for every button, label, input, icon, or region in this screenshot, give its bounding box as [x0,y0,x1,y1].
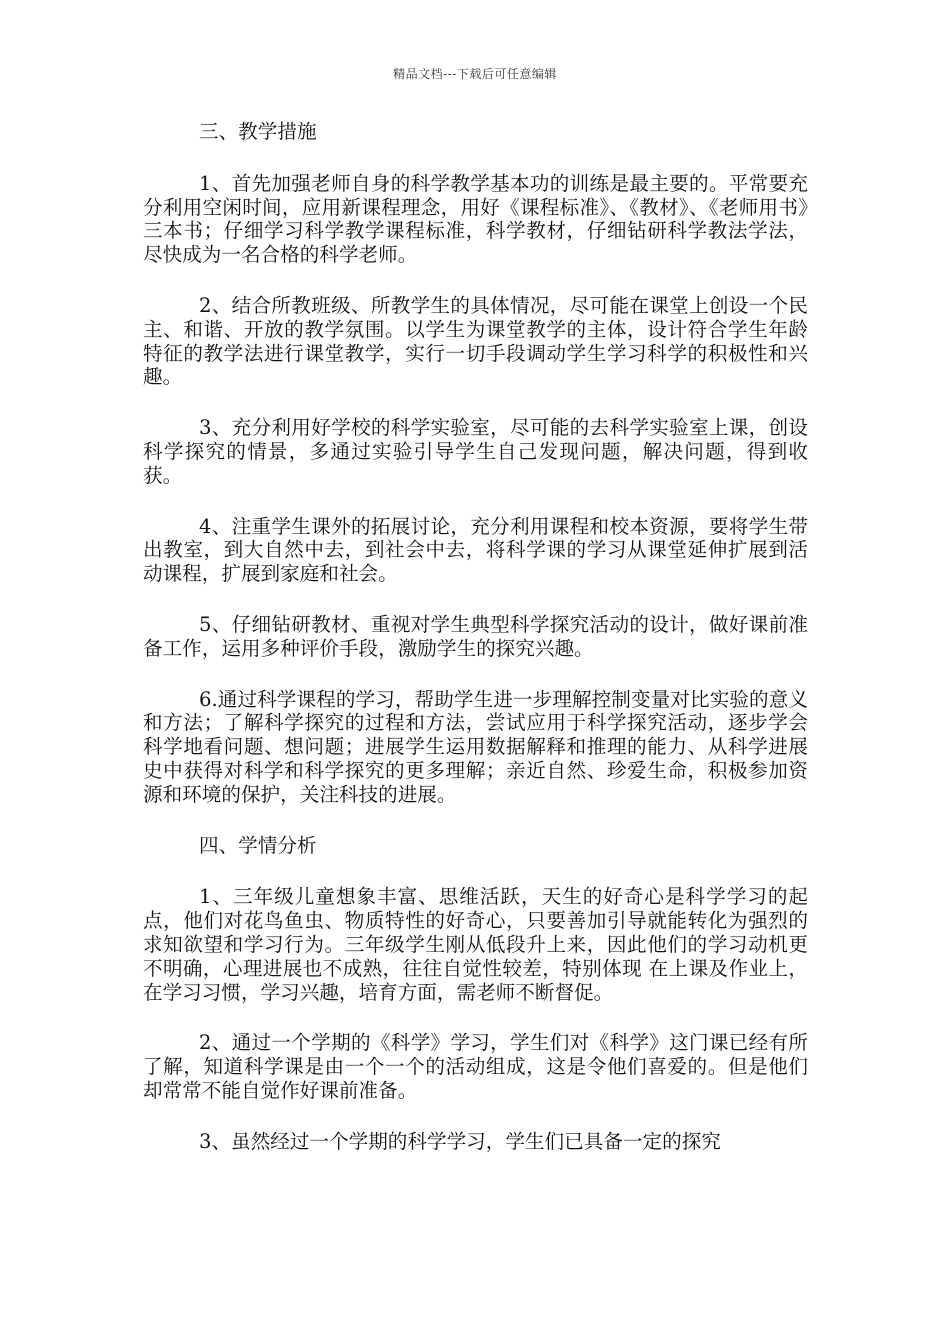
document-body [143,120,808,1154]
paragraph-measure-5: 5、仔细钻研教材、重视对学生典型科学探究活动的设计，做好课前准备工作，运用多种评价手段，激励学生的探究兴趣。 [143,612,808,660]
paragraph-measure-4: 4、注重学生课外的拓展讨论，充分利用课程和校本资源，要将学生带出教室，到大自然中去，到社会中去，将科学课的学习从课堂延伸扩展到活动课程，扩展到家庭和社会。 [143,514,808,586]
paragraph-measure-1: 1、首先加强老师自身的科学教学基本功的训练是最主要的。平常要充分利用空闲时间，应用新课程理念，用好《课程标准》、《教材》、《老师用书》三本书；仔细学习科学教学课程标准，科学教材，仔细钻研科学教法学法，尽快成为一名合格的科学老师。 [143,171,808,267]
paragraph-measure-6: 6.通过科学课程的学习，帮助学生进一步理解控制变量对比实验的意义和方法；了解科学探究的过程和方法，尝试应用于科学探究活动，逐步学会科学地看问题、想问题；进展学生运用数据解释和推理的能力、从科学进展史中获得对科学和科学探究的更多理解；亲近自然、珍爱生命，积极参加资源和环境的保护，关注科技的进展。 [143,687,808,806]
paragraph-measure-3: 3、充分利用好学校的科学实验室，尽可能的去科学实验室上课，创设科学探究的情景，多通过实验引导学生自己发现问题，解决问题，得到收获。 [143,416,808,487]
paragraph-measure-2: 2、结合所教班级、所教学生的具体情况，尽可能在课堂上创设一个民主、和谐、开放的教学氛围。以学生为课堂教学的主体，设计符合学生年龄特征的教学法进行课堂教学，实行一切手段调动学生学习科学的积极性和兴趣。 [143,293,808,389]
paragraph-analysis-3: 3、虽然经过一个学期的科学学习，学生们已具备一定的探究 [199,1129,721,1153]
paragraph-analysis-2: 2、通过一个学期的《科学》学习，学生们对《科学》这门课已经有所了解，知道科学课是由一个一个的活动组成，这是令他们喜爱的。但是他们却常常不能自觉作好课前准备。 [143,1031,808,1102]
page-header: 精品文档---下载后可任意编辑 [393,67,557,81]
paragraph-analysis-1: 1、三年级儿童想象丰富、思维活跃，天生的好奇心是科学学习的起点，他们对花鸟鱼虫、物质特性的好奇心，只要善加引导就能转化为强烈的求知欲望和学习行为。三年级学生刚从低段升上来，因此他们的学习动机更不明确，心理进展也不成熟，往往自觉性较差，特别体现 在上课及作业上，在学习习惯，学习兴趣，培育方面，需老师不断督促。 [143,885,808,1004]
section-heading-teaching-measures: 三、教学措施 [199,120,317,143]
section-heading-learning-analysis: 四、学情分析 [199,833,317,857]
